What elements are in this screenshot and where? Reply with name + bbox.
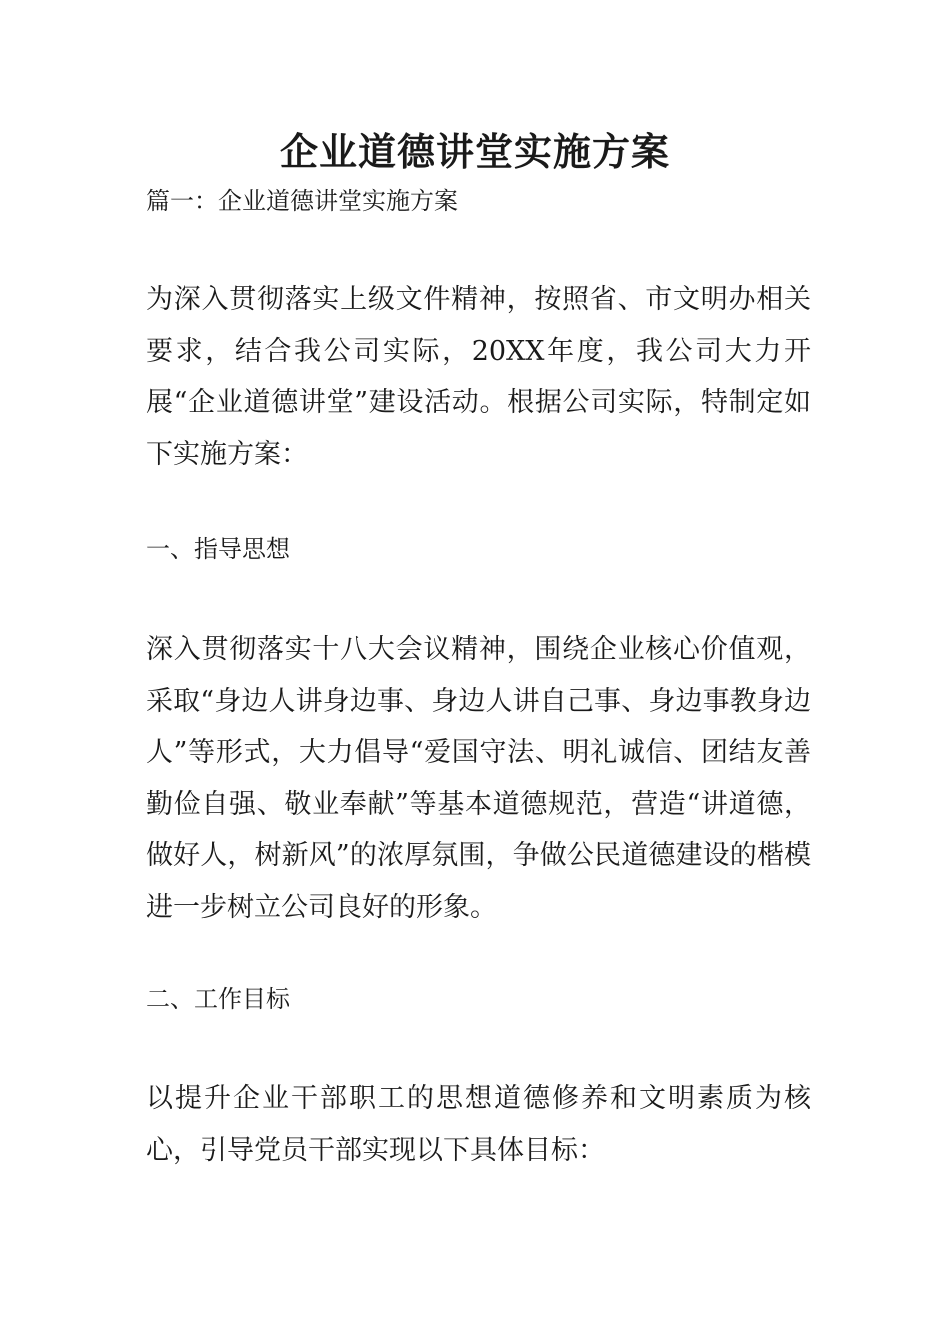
- section-heading-work-goals: 二、工作目标: [146, 985, 290, 1013]
- section-heading-guiding-ideology: 一、指导思想: [146, 535, 290, 563]
- document-subtitle: 篇一：企业道德讲堂实施方案: [146, 187, 458, 215]
- intro-paragraph: 为深入贯彻落实上级文件精神，按照省、市文明办相关要求，结合我公司实际，20XX年度，我公司大力开展“企业道德讲堂”建设活动。根据公司实际，特制定如下实施方案：: [146, 284, 811, 470]
- section-body-work-goals: 以提升企业干部职工的思想道德修养和文明素质为核心，引导党员干部实现以下具体目标：: [146, 1083, 811, 1166]
- section-body-guiding-ideology: 深入贯彻落实十八大会议精神，围绕企业核心价值观，采取“身边人讲身边事、身边人讲自己事、身边事教身边人”等形式，大力倡导“爱国守法、明礼诚信、团结友善勤俭自强、敬业奉献”等基本道德规范，营造“讲道德，做好人，树新风”的浓厚氛围，争做公民道德建设的楷模进一步树立公司良好的形象。: [146, 634, 811, 923]
- document-title: 企业道德讲堂实施方案: [279, 129, 670, 174]
